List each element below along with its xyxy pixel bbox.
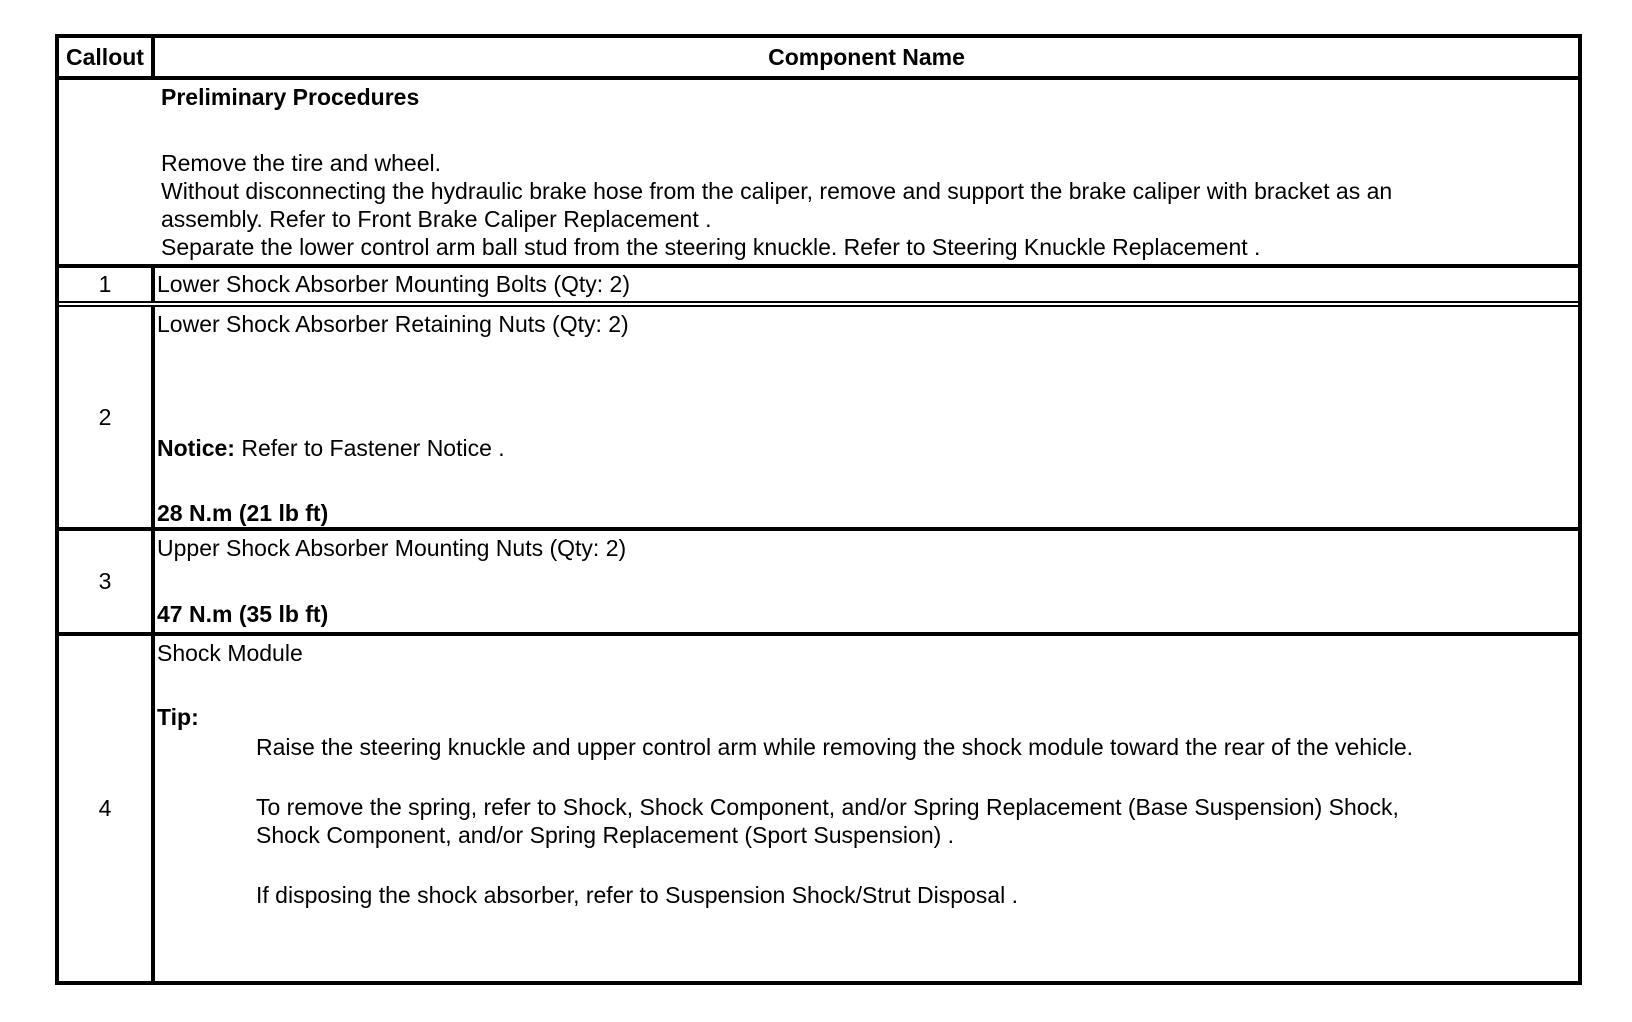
tip-text: Shock Component, and/or Spring Replacement (Sport Suspension) . — [256, 822, 955, 848]
preliminary-title: Preliminary Procedures — [161, 84, 420, 110]
component-name: Upper Shock Absorber Mounting Nuts (Qty: 2) — [157, 535, 627, 561]
table-row-1 — [59, 268, 1578, 301]
header-callout: Callout — [59, 38, 155, 76]
header-component-name: Component Name — [768, 43, 965, 70]
preliminary-step: Without disconnecting the hydraulic brake hose from the caliper, remove and support the brake caliper with bracket as an — [161, 178, 1393, 204]
component-cell — [155, 268, 1578, 301]
component-cell — [155, 307, 1578, 527]
notice-label: Notice: — [157, 435, 235, 461]
tip-label: Tip: — [157, 704, 199, 730]
preliminary-step: Separate the lower control arm ball stud from the steering knuckle. Refer to Steering Knuckle Replacement . — [161, 234, 1261, 260]
preliminary-step: assembly. Refer to Front Brake Caliper Replacement . — [161, 206, 712, 232]
table-row-4 — [59, 636, 1578, 981]
header-component-cell — [155, 38, 1578, 76]
preliminary-content — [155, 80, 1578, 264]
callout-number: 3 — [59, 531, 155, 632]
torque-spec: 28 N.m (21 lb ft) — [157, 500, 329, 526]
notice-line — [157, 434, 505, 463]
component-name: Shock Module — [157, 640, 303, 666]
callout-number: 2 — [59, 307, 155, 527]
notice-text: Refer to Fastener Notice . — [234, 435, 505, 461]
component-cell — [155, 636, 1578, 981]
tip-text: Raise the steering knuckle and upper control arm while removing the shock module toward the rear of the vehicle. — [256, 734, 1413, 760]
preliminary-step: Remove the tire and wheel. — [161, 150, 441, 176]
component-table — [55, 34, 1582, 985]
callout-number: 1 — [59, 268, 155, 301]
table-row-2 — [59, 307, 1578, 527]
preliminary-row — [59, 80, 1578, 264]
component-name: Lower Shock Absorber Retaining Nuts (Qty: 2) — [157, 311, 629, 337]
component-cell — [155, 531, 1578, 632]
callout-number: 4 — [59, 636, 155, 981]
preliminary-callout — [59, 80, 155, 264]
table-row-3 — [59, 531, 1578, 632]
component-name: Lower Shock Absorber Mounting Bolts (Qty: 2) — [157, 271, 630, 297]
tip-text: To remove the spring, refer to Shock, Shock Component, and/or Spring Replacement (Base Suspension) Shock, — [256, 794, 1399, 820]
torque-spec: 47 N.m (35 lb ft) — [157, 601, 329, 627]
tip-text: If disposing the shock absorber, refer to Suspension Shock/Strut Disposal . — [256, 882, 1018, 908]
divider — [59, 301, 1578, 303]
table-header-row — [59, 38, 1578, 76]
